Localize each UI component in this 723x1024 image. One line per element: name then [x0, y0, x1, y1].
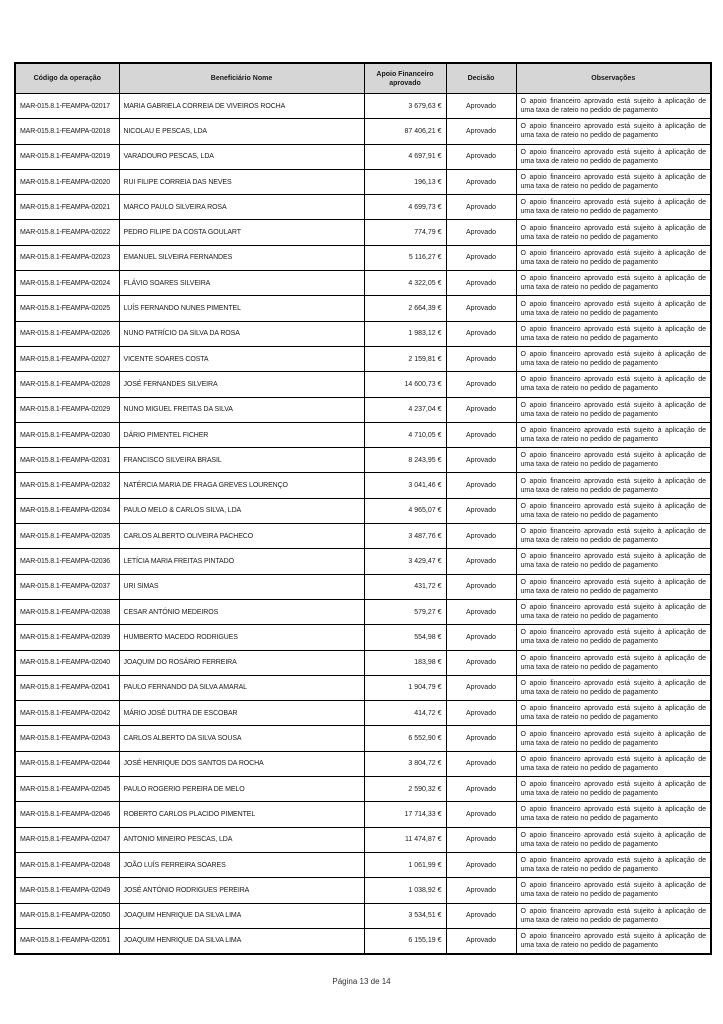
cell-decision: Aprovado: [446, 625, 516, 650]
cell-approved-amount: 196,13 €: [364, 169, 446, 194]
cell-decision: Aprovado: [446, 777, 516, 802]
cell-decision: Aprovado: [446, 321, 516, 346]
cell-approved-amount: 11 474,87 €: [364, 827, 446, 852]
cell-observations: O apoio financeiro aprovado está sujeito à aplicação de uma taxa de rateio no pedido de pagamento: [516, 271, 711, 296]
cell-observations: O apoio financeiro aprovado está sujeito à aplicação de uma taxa de rateio no pedido de pagamento: [516, 928, 711, 953]
table-row: [15, 751, 711, 776]
cell-operation-code: MAR-015.8.1-FEAMPA-02046: [15, 802, 119, 827]
cell-beneficiary-name: PAULO MELO & CARLOS SILVA, LDA: [119, 498, 364, 523]
cell-operation-code: MAR-015.8.1-FEAMPA-02049: [15, 878, 119, 903]
table-row: [15, 599, 711, 624]
cell-operation-code: MAR-015.8.1-FEAMPA-02031: [15, 448, 119, 473]
cell-beneficiary-name: FRANCISCO SILVEIRA BRASIL: [119, 448, 364, 473]
table-row: [15, 701, 711, 726]
cell-approved-amount: 431,72 €: [364, 574, 446, 599]
cell-observations: O apoio financeiro aprovado está sujeito à aplicação de uma taxa de rateio no pedido de pagamento: [516, 903, 711, 928]
table-row: [15, 473, 711, 498]
cell-observations: O apoio financeiro aprovado está sujeito à aplicação de uma taxa de rateio no pedido de pagamento: [516, 245, 711, 270]
cell-operation-code: MAR-015.8.1-FEAMPA-02051: [15, 928, 119, 953]
table-row: [15, 549, 711, 574]
cell-approved-amount: 4 697,91 €: [364, 144, 446, 169]
table-row: [15, 346, 711, 371]
table-row: [15, 625, 711, 650]
cell-operation-code: MAR-015.8.1-FEAMPA-02030: [15, 422, 119, 447]
cell-beneficiary-name: JOSÉ FERNANDES SILVEIRA: [119, 372, 364, 397]
cell-approved-amount: 4 699,73 €: [364, 195, 446, 220]
cell-operation-code: MAR-015.8.1-FEAMPA-02023: [15, 245, 119, 270]
cell-beneficiary-name: VARADOURO PESCAS, LDA: [119, 144, 364, 169]
table-row: [15, 94, 711, 119]
cell-operation-code: MAR-015.8.1-FEAMPA-02020: [15, 169, 119, 194]
cell-observations: O apoio financeiro aprovado está sujeito à aplicação de uma taxa de rateio no pedido de pagamento: [516, 852, 711, 877]
cell-decision: Aprovado: [446, 751, 516, 776]
cell-approved-amount: 3 679,63 €: [364, 94, 446, 119]
cell-decision: Aprovado: [446, 675, 516, 700]
table-row: [15, 422, 711, 447]
table-row: [15, 271, 711, 296]
cell-operation-code: MAR-015.8.1-FEAMPA-02043: [15, 726, 119, 751]
cell-decision: Aprovado: [446, 372, 516, 397]
cell-beneficiary-name: NUNO MIGUEL FREITAS DA SILVA: [119, 397, 364, 422]
cell-operation-code: MAR-015.8.1-FEAMPA-02050: [15, 903, 119, 928]
cell-decision: Aprovado: [446, 726, 516, 751]
cell-observations: O apoio financeiro aprovado está sujeito à aplicação de uma taxa de rateio no pedido de pagamento: [516, 650, 711, 675]
table-row: [15, 144, 711, 169]
cell-beneficiary-name: EMANUEL SILVEIRA FERNANDES: [119, 245, 364, 270]
operations-table: [14, 62, 712, 955]
cell-beneficiary-name: PAULO ROGERIO PEREIRA DE MELO: [119, 777, 364, 802]
cell-beneficiary-name: CARLOS ALBERTO OLIVEIRA PACHECO: [119, 524, 364, 549]
table-row: [15, 827, 711, 852]
cell-decision: Aprovado: [446, 827, 516, 852]
cell-observations: O apoio financeiro aprovado está sujeito à aplicação de uma taxa de rateio no pedido de pagamento: [516, 574, 711, 599]
cell-decision: Aprovado: [446, 473, 516, 498]
cell-decision: Aprovado: [446, 220, 516, 245]
cell-beneficiary-name: JOÃO LUÍS FERREIRA SOARES: [119, 852, 364, 877]
cell-decision: Aprovado: [446, 802, 516, 827]
table-row: [15, 498, 711, 523]
cell-decision: Aprovado: [446, 144, 516, 169]
cell-beneficiary-name: NATÉRCIA MARIA DE FRAGA GREVES LOURENÇO: [119, 473, 364, 498]
cell-observations: O apoio financeiro aprovado está sujeito à aplicação de uma taxa de rateio no pedido de pagamento: [516, 675, 711, 700]
cell-decision: Aprovado: [446, 397, 516, 422]
table-row: [15, 928, 711, 953]
cell-beneficiary-name: MÁRIO JOSÉ DUTRA DE ESCOBAR: [119, 701, 364, 726]
cell-observations: O apoio financeiro aprovado está sujeito à aplicação de uma taxa de rateio no pedido de pagamento: [516, 448, 711, 473]
header-approved-amount: Apoio Financeiro aprovado: [364, 63, 446, 94]
cell-approved-amount: 1 061,99 €: [364, 852, 446, 877]
cell-approved-amount: 3 041,46 €: [364, 473, 446, 498]
cell-approved-amount: 774,79 €: [364, 220, 446, 245]
cell-observations: O apoio financeiro aprovado está sujeito à aplicação de uma taxa de rateio no pedido de pagamento: [516, 827, 711, 852]
cell-observations: O apoio financeiro aprovado está sujeito à aplicação de uma taxa de rateio no pedido de pagamento: [516, 751, 711, 776]
cell-observations: O apoio financeiro aprovado está sujeito à aplicação de uma taxa de rateio no pedido de pagamento: [516, 144, 711, 169]
table-row: [15, 903, 711, 928]
cell-observations: O apoio financeiro aprovado está sujeito à aplicação de uma taxa de rateio no pedido de pagamento: [516, 346, 711, 371]
table-row: [15, 524, 711, 549]
cell-operation-code: MAR-015.8.1-FEAMPA-02029: [15, 397, 119, 422]
cell-approved-amount: 1 904,79 €: [364, 675, 446, 700]
cell-operation-code: MAR-015.8.1-FEAMPA-02037: [15, 574, 119, 599]
cell-approved-amount: 4 710,05 €: [364, 422, 446, 447]
cell-approved-amount: 3 429,47 €: [364, 549, 446, 574]
table-row: [15, 574, 711, 599]
cell-decision: Aprovado: [446, 119, 516, 144]
cell-observations: O apoio financeiro aprovado está sujeito à aplicação de uma taxa de rateio no pedido de pagamento: [516, 473, 711, 498]
cell-decision: Aprovado: [446, 878, 516, 903]
cell-approved-amount: 6 155,19 €: [364, 928, 446, 953]
cell-operation-code: MAR-015.8.1-FEAMPA-02019: [15, 144, 119, 169]
cell-approved-amount: 579,27 €: [364, 599, 446, 624]
operations-table-container: [14, 62, 710, 955]
table-row: [15, 852, 711, 877]
cell-observations: O apoio financeiro aprovado está sujeito à aplicação de uma taxa de rateio no pedido de pagamento: [516, 498, 711, 523]
table-row: [15, 878, 711, 903]
cell-observations: O apoio financeiro aprovado está sujeito à aplicação de uma taxa de rateio no pedido de pagamento: [516, 625, 711, 650]
cell-beneficiary-name: MARCO PAULO SILVEIRA ROSA: [119, 195, 364, 220]
cell-approved-amount: 4 237,04 €: [364, 397, 446, 422]
cell-operation-code: MAR-015.8.1-FEAMPA-02034: [15, 498, 119, 523]
cell-observations: O apoio financeiro aprovado está sujeito à aplicação de uma taxa de rateio no pedido de pagamento: [516, 321, 711, 346]
cell-approved-amount: 87 406,21 €: [364, 119, 446, 144]
cell-beneficiary-name: PEDRO FILIPE DA COSTA GOULART: [119, 220, 364, 245]
cell-beneficiary-name: HUMBERTO MACEDO RODRIGUES: [119, 625, 364, 650]
cell-beneficiary-name: ANTONIO MINEIRO PESCAS, LDA: [119, 827, 364, 852]
cell-beneficiary-name: JOSÉ HENRIQUE DOS SANTOS DA ROCHA: [119, 751, 364, 776]
cell-operation-code: MAR-015.8.1-FEAMPA-02025: [15, 296, 119, 321]
cell-approved-amount: 414,72 €: [364, 701, 446, 726]
header-decision: Decisão: [446, 63, 516, 94]
cell-approved-amount: 3 804,72 €: [364, 751, 446, 776]
table-header: [15, 63, 711, 94]
header-operation-code: Código da operação: [15, 63, 119, 94]
table-row: [15, 397, 711, 422]
cell-operation-code: MAR-015.8.1-FEAMPA-02047: [15, 827, 119, 852]
cell-operation-code: MAR-015.8.1-FEAMPA-02022: [15, 220, 119, 245]
cell-decision: Aprovado: [446, 169, 516, 194]
cell-decision: Aprovado: [446, 650, 516, 675]
cell-operation-code: MAR-015.8.1-FEAMPA-02044: [15, 751, 119, 776]
cell-approved-amount: 2 664,39 €: [364, 296, 446, 321]
cell-observations: O apoio financeiro aprovado está sujeito à aplicação de uma taxa de rateio no pedido de pagamento: [516, 726, 711, 751]
cell-observations: O apoio financeiro aprovado está sujeito à aplicação de uma taxa de rateio no pedido de pagamento: [516, 220, 711, 245]
cell-beneficiary-name: JOSÉ ANTÓNIO RODRIGUES PEREIRA: [119, 878, 364, 903]
cell-approved-amount: 6 552,90 €: [364, 726, 446, 751]
cell-operation-code: MAR-015.8.1-FEAMPA-02048: [15, 852, 119, 877]
cell-decision: Aprovado: [446, 903, 516, 928]
cell-decision: Aprovado: [446, 94, 516, 119]
cell-observations: O apoio financeiro aprovado está sujeito à aplicação de uma taxa de rateio no pedido de pagamento: [516, 599, 711, 624]
cell-decision: Aprovado: [446, 701, 516, 726]
cell-operation-code: MAR-015.8.1-FEAMPA-02018: [15, 119, 119, 144]
cell-decision: Aprovado: [446, 271, 516, 296]
cell-decision: Aprovado: [446, 296, 516, 321]
cell-decision: Aprovado: [446, 524, 516, 549]
table-body: [15, 94, 711, 954]
cell-beneficiary-name: DÁRIO PIMENTEL FICHER: [119, 422, 364, 447]
cell-observations: O apoio financeiro aprovado está sujeito à aplicação de uma taxa de rateio no pedido de pagamento: [516, 94, 711, 119]
header-observations: Observações: [516, 63, 711, 94]
table-row: [15, 220, 711, 245]
cell-approved-amount: 554,98 €: [364, 625, 446, 650]
cell-operation-code: MAR-015.8.1-FEAMPA-02026: [15, 321, 119, 346]
table-row: [15, 372, 711, 397]
cell-beneficiary-name: RUI FILIPE CORREIA DAS NEVES: [119, 169, 364, 194]
cell-observations: O apoio financeiro aprovado está sujeito à aplicação de uma taxa de rateio no pedido de pagamento: [516, 195, 711, 220]
cell-operation-code: MAR-015.8.1-FEAMPA-02027: [15, 346, 119, 371]
cell-decision: Aprovado: [446, 195, 516, 220]
cell-beneficiary-name: ROBERTO CARLOS PLACIDO PIMENTEL: [119, 802, 364, 827]
table-row: [15, 675, 711, 700]
cell-observations: O apoio financeiro aprovado está sujeito à aplicação de uma taxa de rateio no pedido de pagamento: [516, 296, 711, 321]
cell-decision: Aprovado: [446, 346, 516, 371]
table-row: [15, 169, 711, 194]
table-row: [15, 448, 711, 473]
cell-approved-amount: 2 590,32 €: [364, 777, 446, 802]
table-row: [15, 195, 711, 220]
cell-beneficiary-name: VICENTE SOARES COSTA: [119, 346, 364, 371]
cell-beneficiary-name: NICOLAU E PESCAS, LDA: [119, 119, 364, 144]
cell-approved-amount: 3 534,51 €: [364, 903, 446, 928]
table-row: [15, 726, 711, 751]
cell-decision: Aprovado: [446, 448, 516, 473]
cell-operation-code: MAR-015.8.1-FEAMPA-02021: [15, 195, 119, 220]
cell-decision: Aprovado: [446, 928, 516, 953]
header-row: [15, 63, 711, 94]
cell-approved-amount: 4 965,07 €: [364, 498, 446, 523]
cell-observations: O apoio financeiro aprovado está sujeito à aplicação de uma taxa de rateio no pedido de pagamento: [516, 878, 711, 903]
cell-approved-amount: 1 038,92 €: [364, 878, 446, 903]
cell-decision: Aprovado: [446, 422, 516, 447]
cell-observations: O apoio financeiro aprovado está sujeito à aplicação de uma taxa de rateio no pedido de pagamento: [516, 397, 711, 422]
table-row: [15, 802, 711, 827]
cell-beneficiary-name: CARLOS ALBERTO DA SILVA SOUSA: [119, 726, 364, 751]
cell-decision: Aprovado: [446, 599, 516, 624]
table-row: [15, 777, 711, 802]
cell-beneficiary-name: CESAR ANTÓNIO MEDEIROS: [119, 599, 364, 624]
cell-operation-code: MAR-015.8.1-FEAMPA-02042: [15, 701, 119, 726]
cell-decision: Aprovado: [446, 245, 516, 270]
cell-operation-code: MAR-015.8.1-FEAMPA-02036: [15, 549, 119, 574]
cell-operation-code: MAR-015.8.1-FEAMPA-02035: [15, 524, 119, 549]
cell-beneficiary-name: JOAQUIM HENRIQUE DA SILVA LIMA: [119, 928, 364, 953]
page-number: Página 13 de 14: [332, 977, 391, 986]
cell-observations: O apoio financeiro aprovado está sujeito à aplicação de uma taxa de rateio no pedido de pagamento: [516, 169, 711, 194]
cell-beneficiary-name: PAULO FERNANDO DA SILVA AMARAL: [119, 675, 364, 700]
cell-observations: O apoio financeiro aprovado está sujeito à aplicação de uma taxa de rateio no pedido de pagamento: [516, 372, 711, 397]
cell-decision: Aprovado: [446, 574, 516, 599]
cell-approved-amount: 14 600,73 €: [364, 372, 446, 397]
cell-operation-code: MAR-015.8.1-FEAMPA-02017: [15, 94, 119, 119]
cell-approved-amount: 4 322,05 €: [364, 271, 446, 296]
table-row: [15, 321, 711, 346]
cell-approved-amount: 183,98 €: [364, 650, 446, 675]
cell-beneficiary-name: LUÍS FERNANDO NUNES PIMENTEL: [119, 296, 364, 321]
cell-beneficiary-name: LETÍCIA MARIA FREITAS PINTADO: [119, 549, 364, 574]
cell-operation-code: MAR-015.8.1-FEAMPA-02040: [15, 650, 119, 675]
cell-operation-code: MAR-015.8.1-FEAMPA-02041: [15, 675, 119, 700]
cell-operation-code: MAR-015.8.1-FEAMPA-02039: [15, 625, 119, 650]
table-row: [15, 245, 711, 270]
cell-approved-amount: 1 983,12 €: [364, 321, 446, 346]
cell-operation-code: MAR-015.8.1-FEAMPA-02024: [15, 271, 119, 296]
cell-approved-amount: 5 116,27 €: [364, 245, 446, 270]
table-row: [15, 119, 711, 144]
header-beneficiary-name: Beneficiário Nome: [119, 63, 364, 94]
cell-approved-amount: 3 487,76 €: [364, 524, 446, 549]
cell-beneficiary-name: FLÁVIO SOARES SILVEIRA: [119, 271, 364, 296]
cell-decision: Aprovado: [446, 498, 516, 523]
cell-observations: O apoio financeiro aprovado está sujeito à aplicação de uma taxa de rateio no pedido de pagamento: [516, 119, 711, 144]
cell-operation-code: MAR-015.8.1-FEAMPA-02032: [15, 473, 119, 498]
cell-observations: O apoio financeiro aprovado está sujeito à aplicação de uma taxa de rateio no pedido de pagamento: [516, 802, 711, 827]
cell-observations: O apoio financeiro aprovado está sujeito à aplicação de uma taxa de rateio no pedido de pagamento: [516, 777, 711, 802]
cell-decision: Aprovado: [446, 852, 516, 877]
cell-approved-amount: 8 243,95 €: [364, 448, 446, 473]
cell-beneficiary-name: NUNO PATRÍCIO DA SILVA DA ROSA: [119, 321, 364, 346]
cell-operation-code: MAR-015.8.1-FEAMPA-02038: [15, 599, 119, 624]
cell-observations: O apoio financeiro aprovado está sujeito à aplicação de uma taxa de rateio no pedido de pagamento: [516, 524, 711, 549]
cell-approved-amount: 2 159,81 €: [364, 346, 446, 371]
cell-approved-amount: 17 714,33 €: [364, 802, 446, 827]
cell-beneficiary-name: MARIA GABRIELA CORREIA DE VIVEIROS ROCHA: [119, 94, 364, 119]
cell-decision: Aprovado: [446, 549, 516, 574]
cell-observations: O apoio financeiro aprovado está sujeito à aplicação de uma taxa de rateio no pedido de pagamento: [516, 422, 711, 447]
cell-beneficiary-name: URI SIMAS: [119, 574, 364, 599]
cell-observations: O apoio financeiro aprovado está sujeito à aplicação de uma taxa de rateio no pedido de pagamento: [516, 701, 711, 726]
cell-observations: O apoio financeiro aprovado está sujeito à aplicação de uma taxa de rateio no pedido de pagamento: [516, 549, 711, 574]
cell-operation-code: MAR-015.8.1-FEAMPA-02045: [15, 777, 119, 802]
cell-operation-code: MAR-015.8.1-FEAMPA-02028: [15, 372, 119, 397]
table-row: [15, 650, 711, 675]
table-row: [15, 296, 711, 321]
cell-beneficiary-name: JOAQUIM DO ROSÁRIO FERREIRA: [119, 650, 364, 675]
cell-beneficiary-name: JOAQUIM HENRIQUE DA SILVA LIMA: [119, 903, 364, 928]
